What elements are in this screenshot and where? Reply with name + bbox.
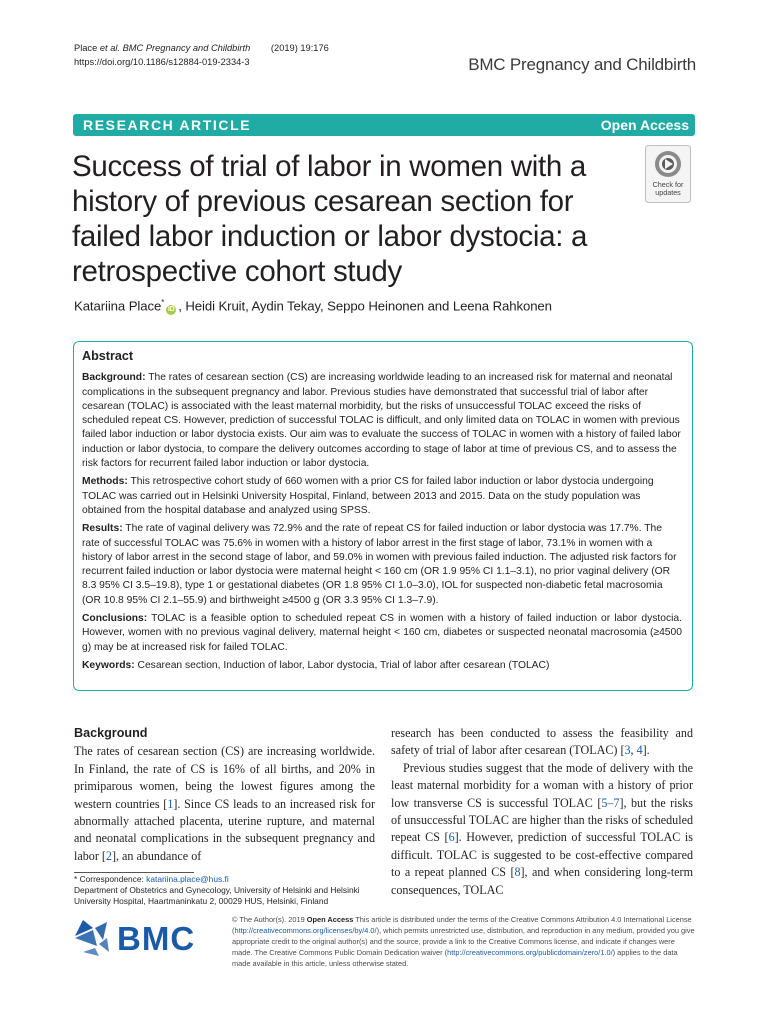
body-text: ], an abundance of (111, 848, 202, 863)
body-column-left (74, 725, 375, 865)
abstract-background-text: The rates of cesarean section (CS) are increasing worldwide leading to an increased risk for maternal and neonatal complications in the subsequent pregnancy and labor. Previous studies have demonstrated that successful trial of labor after cesarean (TOLAC) is associated with the least maternal morbidity, but the risks of unsuccessful TOLAC exceed the risks of scheduled repeat CS. However, prediction of successful TOLAC is difficult, and only limited data on TOLAC in women with previous failed labor induction or labor dystocia exists. Our aim was to evaluate the success of TOLAC in women with a history of failed labor induction or labor dystocia, to compare the delivery outcomes according to stage of labor at time of previous CS, and to assess the risk factors for recurrent failed labor induction or labor dystocia. (82, 372, 681, 470)
citation-header (74, 41, 374, 69)
footnote-divider (74, 872, 194, 873)
reference-link[interactable]: 8 (514, 865, 521, 880)
license-link-cc-by[interactable]: http://creativecommons.org/licenses/by/4.0/ (234, 926, 377, 936)
license-text: ), which permits unrestricted use, distribution, and reproduction in any medium, provided you give appropriate credit to the original author(s) and the source, provide a link to the Creative Commons license, and indicate if changes were made. The Creative Commons Public Domain Dedication waiver ( (232, 926, 695, 958)
license-open-access: Open Access (306, 915, 354, 924)
license-text: This article is distributed under the terms of the Creative Commons Attribution 4.0 International License ( (232, 915, 692, 936)
article-banner (73, 114, 695, 136)
license-statement (232, 914, 697, 969)
citation-journal: et al. BMC Pregnancy and Childbirth (99, 43, 251, 53)
bmc-logo-text: BMC (117, 920, 196, 957)
citation-year: (2019) 19:176 (270, 43, 329, 53)
abstract-keywords-text: Cesarean section, Induction of labor, Labor dystocia, Trial of labor after cesarean (TOLAC) (134, 659, 550, 671)
abstract-heading: Abstract (82, 349, 134, 363)
body-paragraph (391, 760, 693, 899)
check-updates-line2: updates (655, 188, 681, 197)
body-text: ]. (642, 743, 650, 758)
body-column-right (391, 725, 693, 899)
author-list (74, 298, 552, 315)
author-rest: , Heidi Kruit, Aydin Tekay, Seppo Heinonen and Leena Rahkonen (178, 298, 552, 314)
reference-link[interactable]: 1 (167, 796, 174, 811)
body-text: research has been conducted to assess the feasibility and safety of trial of labor after cesarean (TOLAC) [ (391, 726, 693, 758)
license-link-cc0[interactable]: http://creativecommons.org/publicdomain/zero/1.0/ (447, 948, 613, 958)
footnote (74, 874, 379, 908)
reference-link[interactable]: 2 (105, 848, 112, 863)
journal-name: BMC Pregnancy and Childbirth (468, 55, 696, 74)
abstract-methods-text: This retrospective cohort study of 660 women with a prior CS for failed labor induction or labor dystocia undergoing TOLAC was carried out in Helsinki University Hospital, Finland, between 2013 and 2015. Data on the study population was obtained from the hospital database and analyzed using SPSS. (82, 476, 654, 516)
reference-link[interactable]: 4 (636, 743, 643, 758)
check-for-updates-button[interactable] (645, 145, 691, 203)
abstract-box (73, 341, 693, 691)
body-text: ], and when considering long-term consequences, TOLAC (391, 865, 693, 897)
correspondence-label: * Correspondence: (74, 874, 147, 884)
abstract-keywords-label: Keywords: (82, 659, 135, 671)
body-text: , (630, 743, 637, 758)
correspondence-email-link[interactable]: katariina.place@hus.fi (146, 874, 229, 884)
abstract-conclusions (82, 612, 682, 655)
body-text: ], but the risks of unsuccessful TOLAC are higher than the risks of scheduled repeat CS [ (391, 795, 693, 845)
article-title: Success of trial of labor in women with a history of previous cesarean section for failed labor induction or labor dystocia: a retrospective cohort study (72, 150, 588, 288)
body-text: Previous studies suggest that the mode of delivery with the least maternal morbidity for a woman with a history of prior low transverse CS is successful TOLAC [ (391, 760, 693, 810)
body-paragraph (391, 725, 693, 760)
abstract-methods (82, 475, 682, 518)
abstract-keywords (82, 659, 682, 673)
license-text: © The Author(s). 2019 (232, 915, 307, 924)
reference-link[interactable]: 6 (448, 830, 455, 845)
author-first[interactable]: Katariina Place (74, 298, 162, 314)
reference-link[interactable]: 3 (624, 743, 631, 758)
abstract-conclusions-text: TOLAC is a feasible option to scheduled repeat CS in women with a history of failed induction or labor dystocia. However, women with no previous vaginal delivery, maternal height < 160 cm, diabetes or suspected neonatal macrosomia (≥4500 g) may be at increased risk for failed TOLAC. (82, 613, 682, 653)
abstract-results (82, 522, 682, 608)
section-heading-background: Background (74, 726, 148, 740)
citation-authors: Place (74, 43, 98, 53)
orcid-icon[interactable]: iD (167, 306, 175, 314)
abstract-background (82, 371, 682, 471)
article-type: RESEARCH ARTICLE (83, 117, 252, 133)
license-text: ) applies to the data made available in this article, unless otherwise stated. (232, 948, 678, 969)
reference-link[interactable]: 5–7 (601, 795, 620, 810)
body-paragraph (74, 743, 375, 865)
abstract-methods-label: Methods: (82, 476, 128, 488)
bmc-logo (73, 914, 211, 958)
abstract-results-text: The rate of vaginal delivery was 72.9% and the rate of repeat CS for failed induction or labor dystocia was 17.7%. The rate of successful TOLAC was 75.6% in women with a history of labor arrest in the first stage of labor, 73.1% in women with a history of labor arrest in the second stage of labor, and 59.0% in women with previous failed induction. The adjusted risk factors for recurrent failed induction or labor dystocia were maternal height < 160 cm (OR 1.9 95% CI 1.1–3.1), no prior vaginal delivery (OR 8.3 95% CI 3.5–19.8), type 1 or gestational diabetes (OR 1.8 95% CI 1.0–3.0), IOL for suspected non-diabetic fetal macrosomia (OR 10.8 95% CI 2.1–55.9) and birthweight ≥4500 g (OR 3.3 95% CI 1.3–7.9). (82, 523, 677, 606)
affiliation: Department of Obstetrics and Gynecology, University of Helsinki and Helsinki University Hospital, Haartmaninkatu 2, 00029 HUS, Helsinki, Finland (74, 885, 360, 907)
body-text: The rates of cesarean section (CS) are increasing worldwide. In Finland, the rate of CS is 16% of all births, and 20% in primiparous women, being the lowest figures among the western countries [ (74, 744, 375, 811)
check-for-updates-icon (645, 145, 691, 203)
abstract-conclusions-label: Conclusions: (82, 613, 148, 625)
body-text: ]. Since CS leads to an increased risk for abnormally attached placenta, uterine rupture, and maternal and neonatal complications in the subsequent pregnancy and labor [ (74, 796, 375, 863)
body-text: ]. However, prediction of successful TOLAC is difficult. TOLAC is suggested to be cost-effective compared to a repeat planned CS [ (391, 830, 693, 880)
doi-link[interactable]: https://doi.org/10.1186/s12884-019-2334-3 (74, 57, 250, 67)
corresponding-mark: * (161, 298, 165, 307)
abstract-background-label: Background: (82, 372, 146, 384)
bmc-logo-icon (73, 914, 211, 958)
check-updates-line1: Check for (652, 180, 684, 189)
abstract-results-label: Results: (82, 523, 123, 535)
open-access-label: Open Access (600, 117, 689, 133)
